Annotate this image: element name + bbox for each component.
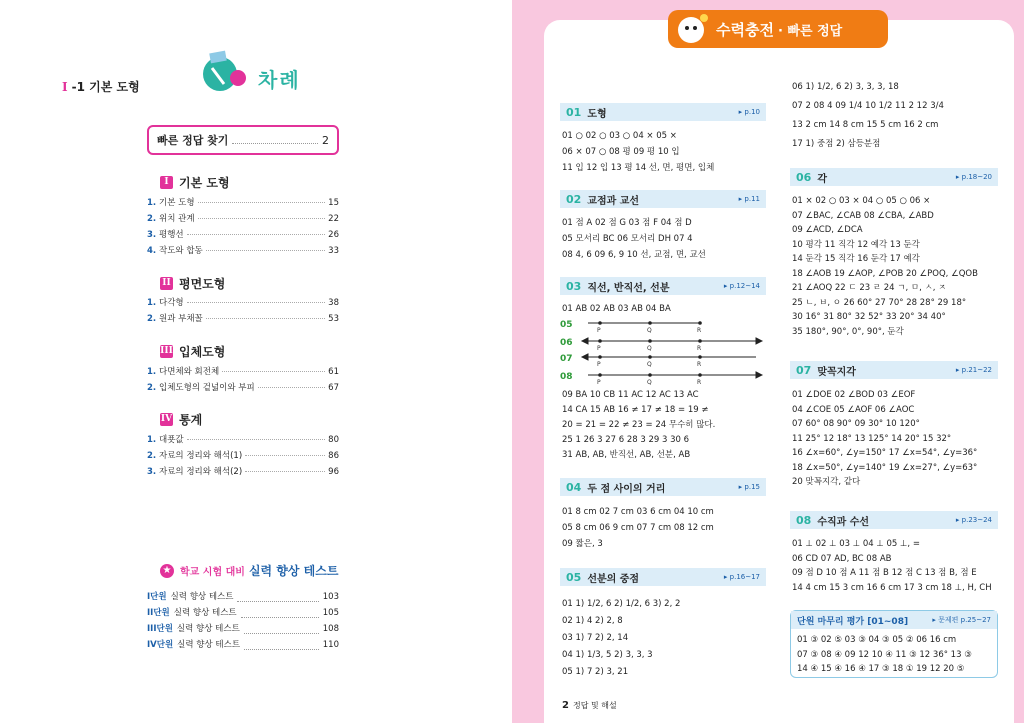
section-number: II <box>160 277 173 290</box>
answer-line: 04 ∠COE 05 ∠AOF 06 ∠AOC <box>792 404 915 415</box>
toc-item[interactable] <box>147 449 339 461</box>
item-page: 33 <box>328 246 339 256</box>
answers-03-a: 01 AB 02 AB 03 AB 04 BA <box>562 304 671 314</box>
item-page: 53 <box>328 314 339 324</box>
section-number: 05 <box>566 570 582 584</box>
section-page: ▸ p.11 <box>738 195 760 203</box>
answers-unit <box>797 633 972 677</box>
leader-dots <box>222 371 325 372</box>
chapter-heading <box>62 78 140 95</box>
unit-review-header <box>791 611 997 629</box>
toc-section-2 <box>160 275 225 292</box>
answer-line: 07 60° 08 90° 09 30° 10 120° <box>792 419 920 429</box>
item-page: 26 <box>328 230 339 240</box>
leader-dots <box>241 617 319 618</box>
section-title: 각 <box>817 173 827 185</box>
item-title: 자료의 정리와 해석(1) <box>159 451 243 461</box>
item-title: 다각형 <box>159 298 184 308</box>
leader-dots <box>187 302 326 303</box>
item-title: 위치 관계 <box>159 214 195 224</box>
unit-review-box <box>790 610 998 678</box>
answer-line: 09 ∠ACD, ∠DCA <box>792 225 863 235</box>
leader-dots <box>198 202 326 203</box>
point-marker <box>648 355 652 359</box>
section-header-03 <box>560 277 766 295</box>
answer-line: 05 1) 7 2) 3, 21 <box>562 667 629 677</box>
item-number: 2. <box>147 451 157 461</box>
answers-06 <box>792 194 978 339</box>
test-page: 103 <box>322 592 339 602</box>
point-marker <box>598 373 602 377</box>
toc-item[interactable] <box>147 196 339 208</box>
section-header-05 <box>560 568 766 586</box>
section-page: ▸ p.21~22 <box>955 366 992 374</box>
item-title: 자료의 정리와 해석(2) <box>159 467 243 477</box>
item-number: 3. <box>147 230 157 240</box>
answer-line: 01 ○ 02 ○ 03 ○ 04 × 05 × <box>562 131 677 141</box>
section-page: ▸ p.10 <box>738 108 760 116</box>
item-number: 2. <box>147 314 157 324</box>
section-title: 두 점 사이의 거리 <box>587 483 666 495</box>
test-title: 실력 향상 테스트 <box>176 624 240 634</box>
point-label: R <box>697 361 702 368</box>
test-heading-prefix: 학교 시험 대비 <box>180 567 245 578</box>
answer-line: 14 4 cm 15 3 cm 16 6 cm 17 3 cm 18 ⊥, H, CH <box>792 582 992 593</box>
toc-item[interactable] <box>147 244 339 256</box>
item-number: 3. <box>147 467 157 477</box>
point-marker <box>598 321 602 325</box>
answer-line: 30 16° 31 80° 32 52° 33 20° 34 40° <box>792 312 946 322</box>
item-page: 22 <box>328 214 339 224</box>
point-label: R <box>697 327 702 334</box>
section-header-06 <box>790 168 998 186</box>
point-label: Q <box>647 361 652 368</box>
arrow-left-icon <box>582 354 588 360</box>
section-title: 직선, 반직선, 선분 <box>587 282 670 294</box>
answer-line: 20 맞꼭지각, 같다 <box>792 477 861 487</box>
test-item[interactable] <box>147 590 339 602</box>
item-page: 61 <box>328 367 339 377</box>
toc-item[interactable] <box>147 228 339 240</box>
chapter-number: I <box>62 80 68 94</box>
answer-line: 05 8 cm 06 9 cm 07 7 cm 08 12 cm <box>562 523 714 533</box>
arrow-left-icon <box>582 338 588 344</box>
leader-dots <box>245 471 325 472</box>
section-title: 기본 도형 <box>179 176 230 190</box>
item-page: 80 <box>328 435 339 445</box>
quick-answer-label: 빠른 정답 찾기 <box>157 134 229 147</box>
toc-item[interactable] <box>147 433 339 445</box>
answer-line: 01 × 02 ○ 03 × 04 ○ 05 ○ 06 × <box>792 196 931 206</box>
answer-line: 01 1) 1/2, 6 2) 1/2, 6 3) 2, 2 <box>562 599 681 609</box>
point-marker <box>698 355 702 359</box>
section-header-01 <box>560 103 766 121</box>
leader-dots <box>244 649 319 650</box>
quick-answer-link[interactable] <box>147 125 339 155</box>
point-label: R <box>697 379 702 386</box>
section-page: ▸ p.16~17 <box>723 573 760 581</box>
answer-line: 25 ㄴ, ㅂ, ㅇ 26 60° 27 70° 28 28° 29 18° <box>792 297 967 308</box>
answers-05-cont <box>792 78 944 154</box>
point-label: Q <box>647 345 652 352</box>
item-page: 38 <box>328 298 339 308</box>
leader-dots <box>187 439 326 440</box>
section-title: 수직과 수선 <box>817 516 870 528</box>
toc-item[interactable] <box>147 296 339 308</box>
leader-dots <box>245 455 325 456</box>
item-number: 1. <box>147 198 157 208</box>
diagram-label-07: 07 <box>560 354 573 364</box>
toc-item[interactable] <box>147 212 339 224</box>
answer-line: 07 2 08 4 09 1/4 10 1/2 11 2 12 3/4 <box>792 101 944 111</box>
test-page: 108 <box>322 624 339 634</box>
toc-item[interactable] <box>147 465 339 477</box>
section-page: ▸ p.23~24 <box>955 516 992 524</box>
answer-line: 08 4, 6 09 6, 9 10 선, 교점, 면, 교선 <box>562 250 706 260</box>
left-page <box>0 0 508 723</box>
leader-dots <box>187 234 326 235</box>
point-label: P <box>597 327 601 334</box>
diagram-label-08: 08 <box>560 372 573 382</box>
answer-line: 01 ③ 02 ⑤ 03 ③ 04 ③ 05 ② 06 16 cm <box>797 635 957 645</box>
point-label: P <box>597 379 601 386</box>
section-page: ▸ p.12~14 <box>723 282 760 290</box>
toc-item[interactable] <box>147 312 339 324</box>
point-marker <box>648 321 652 325</box>
section-number: 08 <box>796 513 812 527</box>
test-item[interactable] <box>147 606 339 618</box>
leader-dots <box>198 218 326 219</box>
leader-dots <box>244 633 319 634</box>
unit-label: III단원 <box>147 624 173 634</box>
section-page: ▸ p.15 <box>738 483 760 491</box>
test-title: 실력 향상 테스트 <box>173 608 237 618</box>
section-header-02 <box>560 190 766 208</box>
test-heading-title: 실력 향상 테스트 <box>248 564 339 578</box>
item-page: 67 <box>328 383 339 393</box>
answer-line: 01 ∠DOE 02 ∠BOD 03 ∠EOF <box>792 390 916 400</box>
section-title: 입체도형 <box>179 345 226 359</box>
test-title: 실력 향상 테스트 <box>170 592 234 602</box>
item-number: 2. <box>147 383 157 393</box>
toc-item[interactable] <box>147 365 339 377</box>
toc-item[interactable] <box>147 381 339 393</box>
unit-review-page: ▸ 문제편 p.25~27 <box>932 616 991 624</box>
answers-01 <box>562 128 714 176</box>
item-page: 96 <box>328 467 339 477</box>
point-marker <box>698 321 702 325</box>
answer-line: 18 ∠AOB 19 ∠AOP, ∠POB 20 ∠POQ, ∠QOB <box>792 268 978 279</box>
section-number: 03 <box>566 279 582 293</box>
point-marker <box>698 339 702 343</box>
section-number: IV <box>160 414 173 424</box>
banner-title: 수력충전 <box>716 20 774 39</box>
test-page: 105 <box>322 608 339 618</box>
answer-line: 16 ∠x=60°, ∠y=150° 17 ∠x=54°, ∠y=36° <box>792 448 978 458</box>
section-header-07 <box>790 361 998 379</box>
answer-line: 06 1) 1/2, 6 2) 3, 3, 3, 18 <box>792 82 899 92</box>
item-title: 평행선 <box>159 230 184 240</box>
diagram-label-05: 05 <box>560 320 573 330</box>
answer-line: 01 점 A 02 점 G 03 점 F 04 점 D <box>562 218 692 228</box>
arrow-right-icon <box>756 372 762 378</box>
section-number: 01 <box>566 105 582 119</box>
test-heading <box>160 562 338 579</box>
section-number: 02 <box>566 192 582 206</box>
page-footer <box>562 700 617 711</box>
section-title: 맞꼭지각 <box>817 366 856 378</box>
answer-line: 09 점 D 10 점 A 11 점 B 12 점 C 13 점 B, 점 E <box>792 568 977 578</box>
diagram-label-06: 06 <box>560 338 573 348</box>
answer-line: 04 1) 1/3, 5 2) 3, 3, 3 <box>562 650 653 660</box>
item-page: 86 <box>328 451 339 461</box>
test-item[interactable] <box>147 622 339 634</box>
answer-line: 06 CD 07 AD, BC 08 AB <box>792 553 892 564</box>
answer-line: 11 입 12 입 13 평 14 선, 면, 평면, 입체 <box>562 163 715 173</box>
answer-line: 14 둔각 15 직각 16 둔각 17 예각 <box>792 254 920 264</box>
unit-label: I단원 <box>147 592 167 602</box>
answer-line: 09 BA 10 CB 11 AC 12 AC 13 AC <box>562 390 699 400</box>
quick-answer-page: 2 <box>322 133 329 147</box>
banner-subtitle: · 빠른 정답 <box>777 23 843 39</box>
point-label: P <box>597 345 601 352</box>
point-marker <box>648 339 652 343</box>
unit-label: II단원 <box>147 608 170 618</box>
section-number: 07 <box>796 363 812 377</box>
answers-08 <box>792 537 992 595</box>
item-number: 1. <box>147 298 157 308</box>
answer-line: 35 180°, 90°, 0°, 90°, 둔각 <box>792 326 904 337</box>
point-label: Q <box>647 379 652 386</box>
point-marker <box>598 339 602 343</box>
answer-line: 14 ④ 15 ④ 16 ④ 17 ③ 18 ① 19 12 20 ⑤ <box>797 664 965 674</box>
answer-line: 03 1) 7 2) 2, 14 <box>562 633 629 643</box>
unit-review-title: 단원 마무리 평가 [01~08] <box>797 616 909 627</box>
point-label: R <box>697 345 702 352</box>
point-marker <box>698 373 702 377</box>
point-marker <box>598 355 602 359</box>
answer-line: 09 짧은, 3 <box>562 539 603 549</box>
leader-dots <box>237 601 318 602</box>
answer-line: 14 CA 15 AB 16 ≠ 17 ≠ 18 = 19 ≠ <box>562 405 709 415</box>
answer-line: 20 = 21 = 22 ≠ 23 = 24 무수히 많다. <box>562 420 716 430</box>
test-item[interactable] <box>147 638 339 650</box>
line-diagram <box>560 318 770 386</box>
toc-section-1 <box>160 174 230 191</box>
section-title: 선분의 중점 <box>587 573 640 585</box>
leader-dots <box>206 318 325 319</box>
item-title: 작도와 합동 <box>159 246 203 256</box>
item-number: 4. <box>147 246 157 256</box>
toc-section-3 <box>160 343 225 360</box>
item-title: 기본 도형 <box>159 198 195 208</box>
answer-line: 06 × 07 ○ 08 평 09 평 10 입 <box>562 147 680 157</box>
answer-line: 02 1) 4 2) 2, 8 <box>562 616 623 626</box>
page-number: 2 <box>562 700 569 711</box>
item-number: 2. <box>147 214 157 224</box>
answers-02 <box>562 215 706 263</box>
item-page: 15 <box>328 198 339 208</box>
item-title: 입체도형의 겉넓이와 부피 <box>159 383 255 393</box>
leader-dots <box>206 250 325 251</box>
answer-line: 10 평각 11 직각 12 예각 13 둔각 <box>792 239 920 250</box>
point-marker <box>648 373 652 377</box>
section-title: 통계 <box>179 413 203 427</box>
section-page: ▸ p.18~20 <box>955 173 992 181</box>
section-header-08 <box>790 511 998 529</box>
test-title: 실력 향상 테스트 <box>177 640 241 650</box>
answer-line: 01 8 cm 02 7 cm 03 6 cm 04 10 cm <box>562 507 714 517</box>
item-title: 다면체와 회전체 <box>159 367 220 377</box>
answers-03-b <box>562 388 715 463</box>
diagram-lines <box>582 323 762 378</box>
unit-label: IV단원 <box>147 640 174 650</box>
point-label: P <box>597 361 601 368</box>
test-page: 110 <box>322 640 339 650</box>
answer-line: 13 2 cm 14 8 cm 15 5 cm 16 2 cm <box>792 120 939 130</box>
point-label: Q <box>647 327 652 334</box>
answer-line: 17 1) 중점 2) 삼등분점 <box>792 139 881 149</box>
answer-line: 21 ∠AOQ 22 ㄷ 23 ㄹ 24 ㄱ, ㅁ, ㅅ, ㅈ <box>792 283 947 293</box>
footer-label: 정답 및 해설 <box>572 701 617 710</box>
section-title: 평면도형 <box>179 277 226 291</box>
toc-title: 차례 <box>258 68 301 92</box>
item-title: 원과 부채꼴 <box>159 314 203 324</box>
mascot-icon <box>672 12 710 48</box>
toc-section-4 <box>160 411 202 428</box>
answers-04 <box>562 504 714 552</box>
leader-dots <box>232 143 318 144</box>
answer-line: 18 ∠x=50°, ∠y=140° 19 ∠x=27°, ∠y=63° <box>792 462 978 473</box>
answer-line: 05 모서리 BC 06 모서리 DH 07 4 <box>562 234 693 244</box>
mascot-icon <box>196 48 248 94</box>
answer-line: 31 AB, AB, 반직선, AB, 선분, AB <box>562 450 691 460</box>
section-title: 도형 <box>587 108 607 120</box>
answer-line: 25 1 26 3 27 6 28 3 29 3 30 6 <box>562 435 690 445</box>
section-number: I <box>160 176 173 189</box>
section-number: III <box>160 346 173 356</box>
answer-line: 01 ⊥ 02 ⊥ 03 ⊥ 04 ⊥ 05 ⊥, = <box>792 539 920 549</box>
answer-line: 07 ③ 08 ④ 09 12 10 ④ 11 ③ 12 36° 13 ③ <box>797 649 972 660</box>
answer-line: 07 ∠BAC, ∠CAB 08 ∠CBA, ∠ABD <box>792 210 934 221</box>
answers-05 <box>562 596 680 681</box>
section-number: 06 <box>796 170 812 184</box>
section-number: 04 <box>566 480 582 494</box>
answer-line: 11 25° 12 18° 13 125° 14 20° 15 32° <box>792 433 952 444</box>
section-header-04 <box>560 478 766 496</box>
item-title: 대푯값 <box>159 435 184 445</box>
item-number: 1. <box>147 367 157 377</box>
chapter-title: -1 기본 도형 <box>71 80 140 94</box>
arrow-right-icon <box>756 338 762 344</box>
leader-dots <box>258 387 325 388</box>
section-title: 교점과 교선 <box>587 195 640 207</box>
answers-07 <box>792 388 977 490</box>
item-number: 1. <box>147 435 157 445</box>
star-icon: ★ <box>160 564 174 578</box>
